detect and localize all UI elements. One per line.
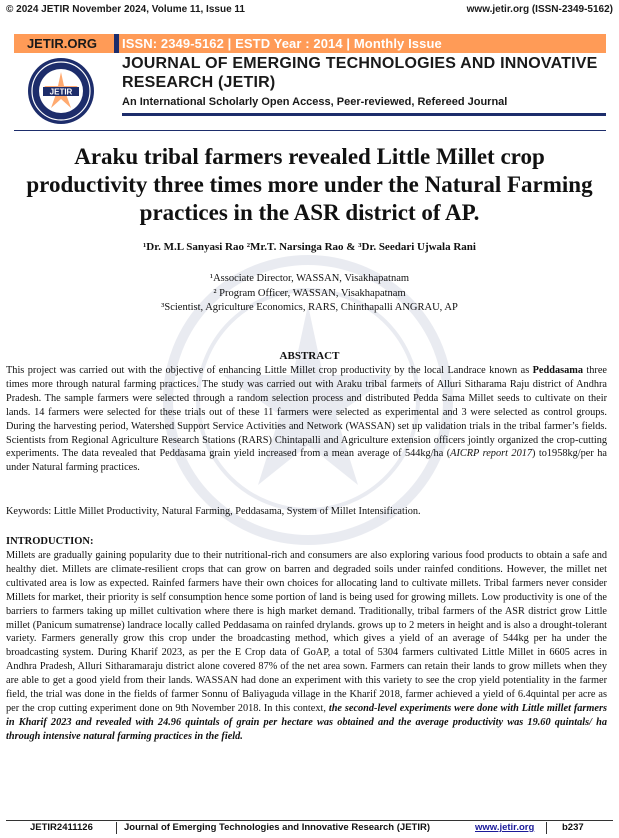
- footer-separator: [116, 822, 117, 834]
- journal-subtitle: An International Scholarly Open Access, Peer-reviewed, Refereed Journal: [122, 96, 508, 108]
- article-title: Araku tribal farmers revealed Little Millet crop productivity three times more under the Natural Farming practices in the ASR district of AP.: [26, 144, 593, 225]
- abstract-text-3: ) to1958kg/per ha under Natural farming practices.: [6, 448, 607, 474]
- issn-line: ISSN: 2349-5162 | ESTD Year : 2014 | Monthly Issue: [122, 36, 442, 51]
- page-footer: [6, 820, 613, 834]
- abstract-citation: AICRP report 2017: [450, 448, 533, 460]
- abstract-text-1: This project was carried out with the objective of enhancing Little Millet crop productivity by the local Landrace known as: [6, 365, 533, 376]
- masthead-rule: [122, 113, 606, 116]
- journal-title: JOURNAL OF EMERGING TECHNOLOGIES AND INNOVATIVE RESEARCH (JETIR): [122, 55, 598, 91]
- footer-page-number: b237: [562, 822, 584, 833]
- affiliation-3: ³Scientist, Agriculture Economics, RARS, Chinthapalli ANGRAU, AP: [161, 302, 458, 313]
- introduction-heading: INTRODUCTION:: [6, 536, 94, 547]
- logo-text: JETIR: [49, 87, 73, 97]
- footer-journal-name: Journal of Emerging Technologies and Innovative Research (JETIR): [124, 822, 430, 833]
- running-header-right: www.jetir.org (ISSN-2349-5162): [466, 4, 613, 15]
- affiliation-1: ¹Associate Director, WASSAN, Visakhapatnam: [209, 273, 410, 284]
- masthead-bar: [14, 34, 606, 53]
- footer-article-id: JETIR2411126: [30, 822, 93, 833]
- intro-emphasis: the second-level experiments were done with Little millet farmers in Kharif 2023 and revealed with 24.96 quintals of grain per hectare was obtained and the average productivity was 19.60 quintals/ ha through intensive natural farming practices in the field.: [6, 702, 607, 742]
- running-header: [6, 4, 613, 18]
- masthead-underline: [14, 130, 606, 131]
- affiliation-2: ² Program Officer, WASSAN, Visakhapatnam: [213, 287, 406, 299]
- affiliations: [0, 272, 619, 316]
- intro-text: Millets are gradually gaining popularity due to their nutritional-rich and consumers are also exploring various food products to obtain a safe and healthy diet. Millets are climate-resilient crops that can grow on barren and degraded soils under rainfed conditions. However, the millet net cultivated area is low as expected. Rainfed farmers have their own choices for allocating land to cultivate millets. Tribal farmers never consider Millets for market, their priority is self consumption hence some portion of land is being used for growing millets. Low productivity is one of the barriers to farmers taking up millet cultivation where there is high market demand. Traditionally, tribal farmers of the ASR district grow Little millet (Panicum sumatrense) landrace locally called Peddasama on rainfed drylands. grows up to 2 meters in height and is also a drought-tolerant variety. Farmers generally grow this crop under the broadcasting method, which gives a yield of an average of 544kg per ha under the broadcasting system. During Kharif 2023, as per the E Crop data of GoAP, a total of 5304 farmers cultivated Little Millet in 6605 acres in Andhra Pradesh, Alluri Sitharamaraju district alone covered 87% of the net area sown. Farmers can retain their lands to grow millets when they are able to get a good yield from their lands. WASSAN had done an experiment with this variety to see the crop yield potentiality in the farmer field, the trial was done in the fields of farmer Sonnu of Baliyaguda village in the Kharif 2018, farmer achieved a yield of 6.4quintal per acre as per the crop cutting experiment done on 9th November 2018. In this context,: [6, 550, 607, 714]
- author-list: ¹Dr. M.L Sanyasi Rao ²Mr.T. Narsinga Rao & ³Dr. Seedari Ujwala Rani: [143, 241, 476, 253]
- running-header-left: © 2024 JETIR November 2024, Volume 11, Issue 11: [6, 4, 245, 15]
- journal-masthead: [14, 34, 606, 134]
- abstract-heading: ABSTRACT: [279, 350, 340, 362]
- jetir-logo-icon: [26, 56, 96, 126]
- masthead-separator: [114, 34, 119, 53]
- introduction-body: [6, 549, 607, 744]
- footer-separator: [546, 822, 547, 834]
- abstract-text-2: three times more through natural farming practices. The study was carried out with Araku tribal farmers of Alluri Sitharama Raju district of Andhra Pradesh. The sample farmers were selected through a random selection process and distributed Pedda Sama Millet seeds to cultivate on their lands. 14 farmers were selected for these trials out of these 11 farmers were selected as experimental and 3 were selected as control groups. During the harvesting period, Watershed Support Service Activities and Network (WASSAN) set up validation trials in the tribal farmer’s fields. Scientists from Regional Agriculture Research Stations (RARS) Chintapalli and Agriculture extension officers jointly organized the crop-cutting experiments. The data revealed that Peddasama grain yield increased from a mean average of 544kg/ha (: [6, 365, 607, 460]
- abstract-bold-term: Peddasama: [532, 365, 583, 376]
- abstract-body: [6, 364, 607, 475]
- keywords: Keywords: Little Millet Productivity, Natural Farming, Peddasama, System of Millet Intensification.: [6, 506, 421, 517]
- site-label: JETIR.ORG: [26, 36, 98, 51]
- footer-url-link[interactable]: www.jetir.org: [475, 822, 535, 833]
